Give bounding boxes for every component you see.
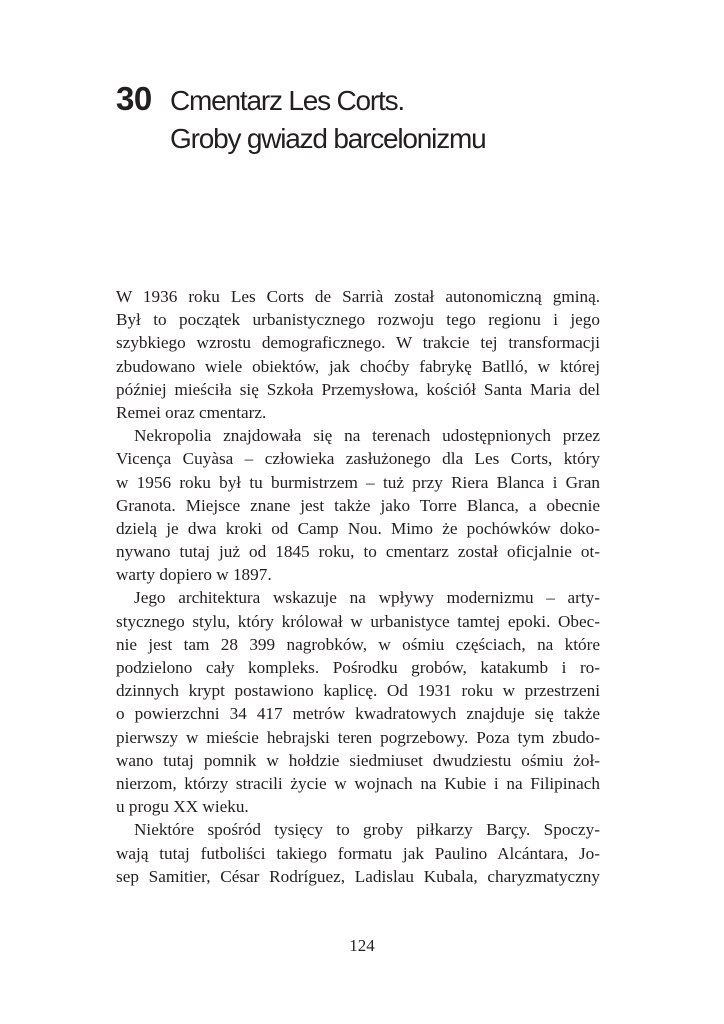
text-line: dzinnych krypt postawiono kaplicę. Od 1931 roku w przestrzeni xyxy=(116,681,600,701)
text-line: nierzom, którzy stracili życie w wojnach na Kubie i na Filipinach xyxy=(116,773,600,793)
text-line: wano tutaj pomnik w hołdzie siedmiuset dwudziestu ośmiu żoł- xyxy=(116,750,600,770)
text-line: Nekropolia znajdowała się na terenach udostępnionych przez xyxy=(134,426,600,446)
text-line: stycznego stylu, który królował w urbanistyce tamtej epoki. Obec- xyxy=(116,611,600,631)
paragraph-4 xyxy=(116,818,600,888)
text-line: później mieściła się Szkoła Przemysłowa, kościół Santa Maria del xyxy=(116,379,600,399)
text-line: warty dopiero w 1897. xyxy=(116,565,272,585)
text-line: sep Samitier, César Rodríguez, Ladislau Kubala, charyzmatyczny xyxy=(116,866,600,886)
text-line: Jego architektura wskazuje na wpływy modernizmu – arty- xyxy=(134,588,600,608)
paragraph-2 xyxy=(116,424,600,586)
text-line: szybkiego wzrostu demograficznego. W trakcie tej transformacji xyxy=(116,333,600,353)
text-line: dzielą je dwa kroki od Camp Nou. Mimo że pochówków doko- xyxy=(116,518,600,538)
text-line: nie jest tam 28 399 nagrobków, w ośmiu częściach, na które xyxy=(116,634,600,654)
text-line: W 1936 roku Les Corts de Sarrià został autonomiczną gminą. xyxy=(116,287,600,306)
text-line: Remei oraz cmentarz. xyxy=(116,402,267,422)
text-line: nywano tutaj już od 1845 roku, to cmentarz został oficjalnie ot- xyxy=(116,542,600,562)
text-line: Niektóre spośród tysięcy to groby piłkarzy Barçy. Spoczy- xyxy=(134,820,600,840)
text-line: u progu XX wieku. xyxy=(116,797,249,817)
chapter-title-line-1: Cmentarz Les Corts. xyxy=(170,85,404,116)
page-number: 124 xyxy=(349,936,375,955)
text-line: Vicença Cuyàsa – człowieka zasłużonego dla Les Corts, który xyxy=(116,449,600,469)
text-line: zbudowano wiele obiektów, jak choćby fabrykę Batlló, w której xyxy=(116,356,600,376)
text-line: podzielono cały kompleks. Pośrodku grobów, katakumb i ro- xyxy=(116,658,600,677)
text-line: Był to początek urbanistycznego rozwoju tego regionu i jego xyxy=(116,310,600,330)
text-line: wają tutaj futboliści takiego formatu jak Paulino Alcántara, Jo- xyxy=(116,843,600,863)
paragraph-1 xyxy=(116,285,600,424)
chapter-number: 30 xyxy=(116,80,152,117)
chapter-title xyxy=(170,82,640,158)
chapter-title-line-2: Groby gwiazd barcelonizmu xyxy=(170,123,486,154)
paragraph-3 xyxy=(116,586,600,818)
text-line: w 1956 roku był tu burmistrzem – tuż przy Riera Blanca i Gran xyxy=(116,472,600,492)
body-text xyxy=(116,285,600,888)
text-line: Granota. Miejsce znane jest także jako Torre Blanca, a obecnie xyxy=(116,495,600,515)
text-line: pierwszy w mieście hebrajski teren pogrzebowy. Poza tym zbudo- xyxy=(116,727,600,747)
text-line: o powierzchni 34 417 metrów kwadratowych znajduje się także xyxy=(116,704,600,724)
